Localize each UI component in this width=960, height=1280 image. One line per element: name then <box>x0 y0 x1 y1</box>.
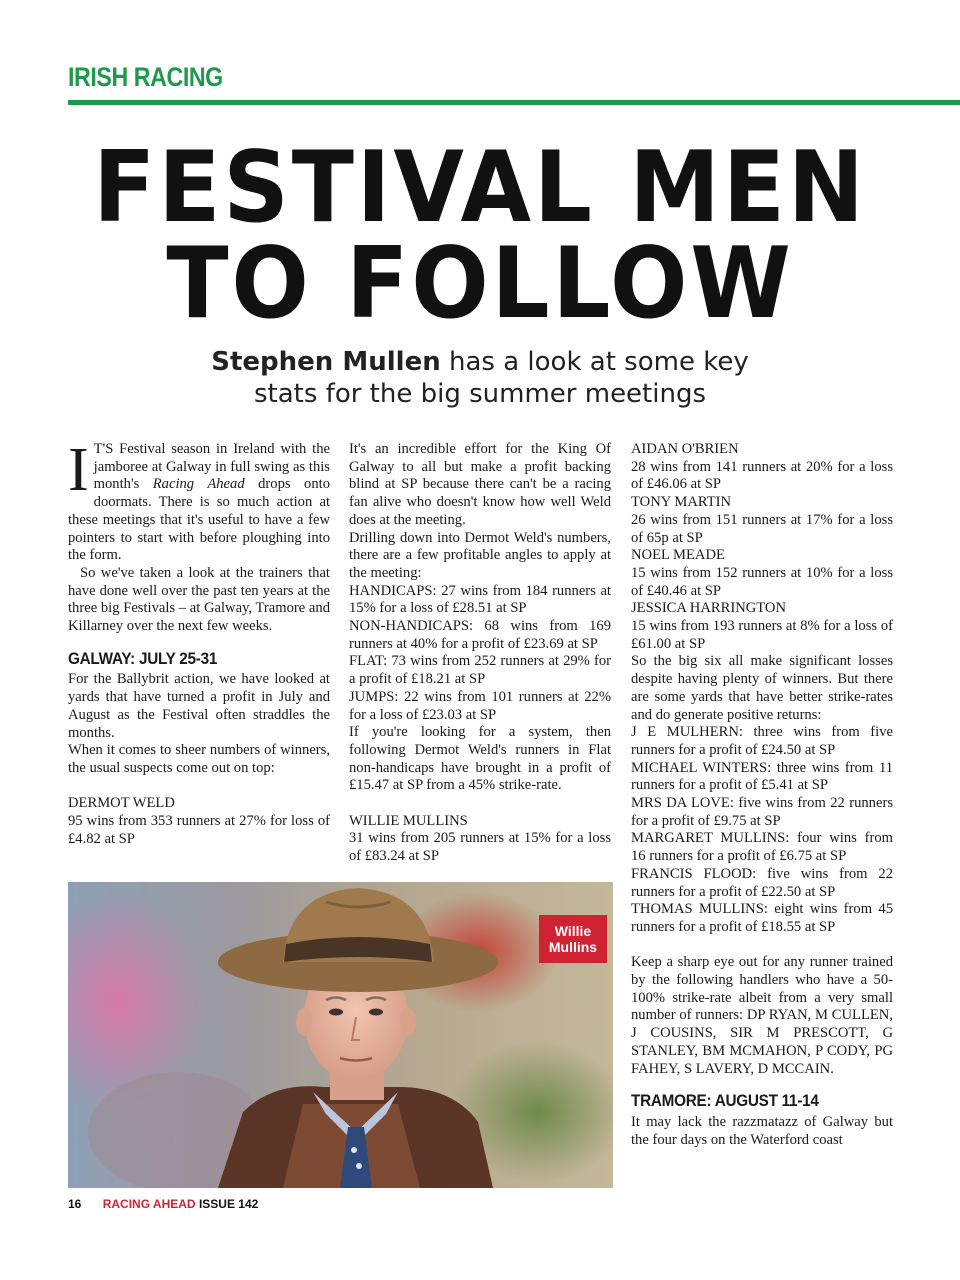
paragraph: Drilling down into Dermot Weld's numbers, there are a few profitable angles to apply at the meeting: <box>349 529 611 581</box>
trainer-photo <box>68 882 613 1188</box>
magazine-name: RACING AHEAD <box>102 1197 196 1211</box>
paragraph: It may lack the razzmatazz of Galway but the four days on the Waterford coast <box>631 1114 893 1148</box>
headline-line-1: FESTIVAL MEN <box>93 131 867 245</box>
trainer-name: NOEL MEADE <box>631 547 725 564</box>
trainer-name: TONY MARTIN <box>631 494 732 511</box>
trainer-stat: 95 wins from 353 runners at 27% for loss of £4.82 at SP <box>68 813 330 847</box>
yard-stat: THOMAS MULLINS: eight wins from 45 runners for a profit of £18.55 at SP <box>631 901 893 935</box>
yard-stat: MARGARET MULLINS: four wins from 16 runners for a profit of £6.75 at SP <box>631 830 893 865</box>
paragraph: For the Ballybrit action, we have looked at yards that have turned a profit in July and August as the Festival often straddles the months. <box>68 671 330 741</box>
subhead-tramore: TRAMORE: AUGUST 11-14 <box>631 1091 819 1111</box>
stat-line: JUMPS: 22 wins from 101 runners at 22% for a loss of £23.03 at SP <box>349 688 611 723</box>
page-number: 16 <box>68 1197 82 1211</box>
paragraph: Keep a sharp eye out for any runner trained by the following handlers who have a 50-100% strike-rate albeit from a very small number of runners: DP RYAN, M CULLEN, J COUSINS, SIR M PRESCOTT, G STANLEY, BM MCMAHON, P CODY, PG FAHEY, S LAVERY, D MCCAIN. <box>631 954 893 1077</box>
section-label: IRISH RACING <box>68 62 223 92</box>
paragraph: If you're looking for a system, then following Dermot Weld's runners in Flat non-handicaps have brought in a profit of £15.47 at SP from a 45% strike-rate. <box>349 724 611 794</box>
intro-paragraph: I T'S Festival season in Ireland with the jamboree at Galway in full swing as this month's Racing Ahead drops onto doormats. There is so much action at these meetings that it's useful to have a few pointers to start with before ploughing into the form. <box>68 436 330 564</box>
trainer-stat: 26 wins from 151 runners at 17% for a loss of 65p at SP <box>631 511 893 546</box>
trainer-name: DERMOT WELD <box>68 795 175 812</box>
column-1 <box>68 436 330 848</box>
yard-stat: J E MULHERN: three wins from five runners for a profit of £24.50 at SP <box>631 724 893 758</box>
paragraph: It's an incredible effort for the King Of Galway to all but make a profit backing blind at SP because there can't be a racing fan alive who doesn't know how well Weld does at the meeting. <box>349 441 611 528</box>
drop-cap: I <box>68 436 89 504</box>
trainer-stat: 28 wins from 141 runners at 20% for a loss of £46.06 at SP <box>631 458 893 493</box>
magazine-name-inline: Racing Ahead <box>152 476 245 493</box>
trainer-name: JESSICA HARRINGTON <box>631 600 787 617</box>
column-3 <box>631 441 893 1149</box>
yard-stat: FRANCIS FLOOD: five wins from 22 runners for a profit of £22.50 at SP <box>631 865 893 900</box>
trainer-name: WILLIE MULLINS <box>349 812 468 829</box>
section-rule <box>68 100 960 105</box>
issue-number: ISSUE 142 <box>198 1197 259 1211</box>
trainer-name: AIDAN O'BRIEN <box>631 441 739 457</box>
standfirst <box>0 346 960 410</box>
paragraph: So the big six all make significant losses despite having plenty of winners. But there are some yards that have better strike-rates and do generate positive returns: <box>631 653 893 723</box>
headline-line-2: TO FOLLOW <box>166 227 794 341</box>
yard-stat: MICHAEL WINTERS: three wins from 11 runners for a profit of £5.41 at SP <box>631 759 893 794</box>
page-footer <box>68 1197 258 1211</box>
standfirst-line-1: has a look at some key <box>440 347 749 377</box>
paragraph: So we've taken a look at the trainers that have done well over the past ten years at the three big Festivals – at Galway, Tramore and Killarney over the next few weeks. <box>68 564 330 635</box>
author-name: Stephen Mullen <box>211 347 441 377</box>
trainer-stat: 15 wins from 193 runners at 8% for a loss of £61.00 at SP <box>631 618 893 652</box>
stat-line: FLAT: 73 wins from 252 runners at 29% for a profit of £18.21 at SP <box>349 653 611 688</box>
paragraph: When it comes to sheer numbers of winners, the usual suspects come out on top: <box>68 742 330 776</box>
column-2 <box>349 441 611 866</box>
subhead-galway: GALWAY: JULY 25-31 <box>68 648 218 668</box>
trainer-stat: 15 wins from 152 runners at 10% for a loss of £40.46 at SP <box>631 564 893 599</box>
trainer-stat: 31 wins from 205 runners at 15% for a loss of £83.24 at SP <box>349 830 611 865</box>
photo-caption: Willie Mullins <box>539 915 607 963</box>
headline <box>0 131 960 341</box>
yard-stat: MRS DA LOVE: five wins from 22 runners for a profit of £9.75 at SP <box>631 795 893 829</box>
stat-line: NON-HANDICAPS: 68 wins from 169 runners at 40% for a profit of £23.69 at SP <box>349 618 611 652</box>
stat-line: HANDICAPS: 27 wins from 184 runners at 15% for a loss of £28.51 at SP <box>349 582 611 617</box>
standfirst-line-2: stats for the big summer meetings <box>253 379 707 409</box>
